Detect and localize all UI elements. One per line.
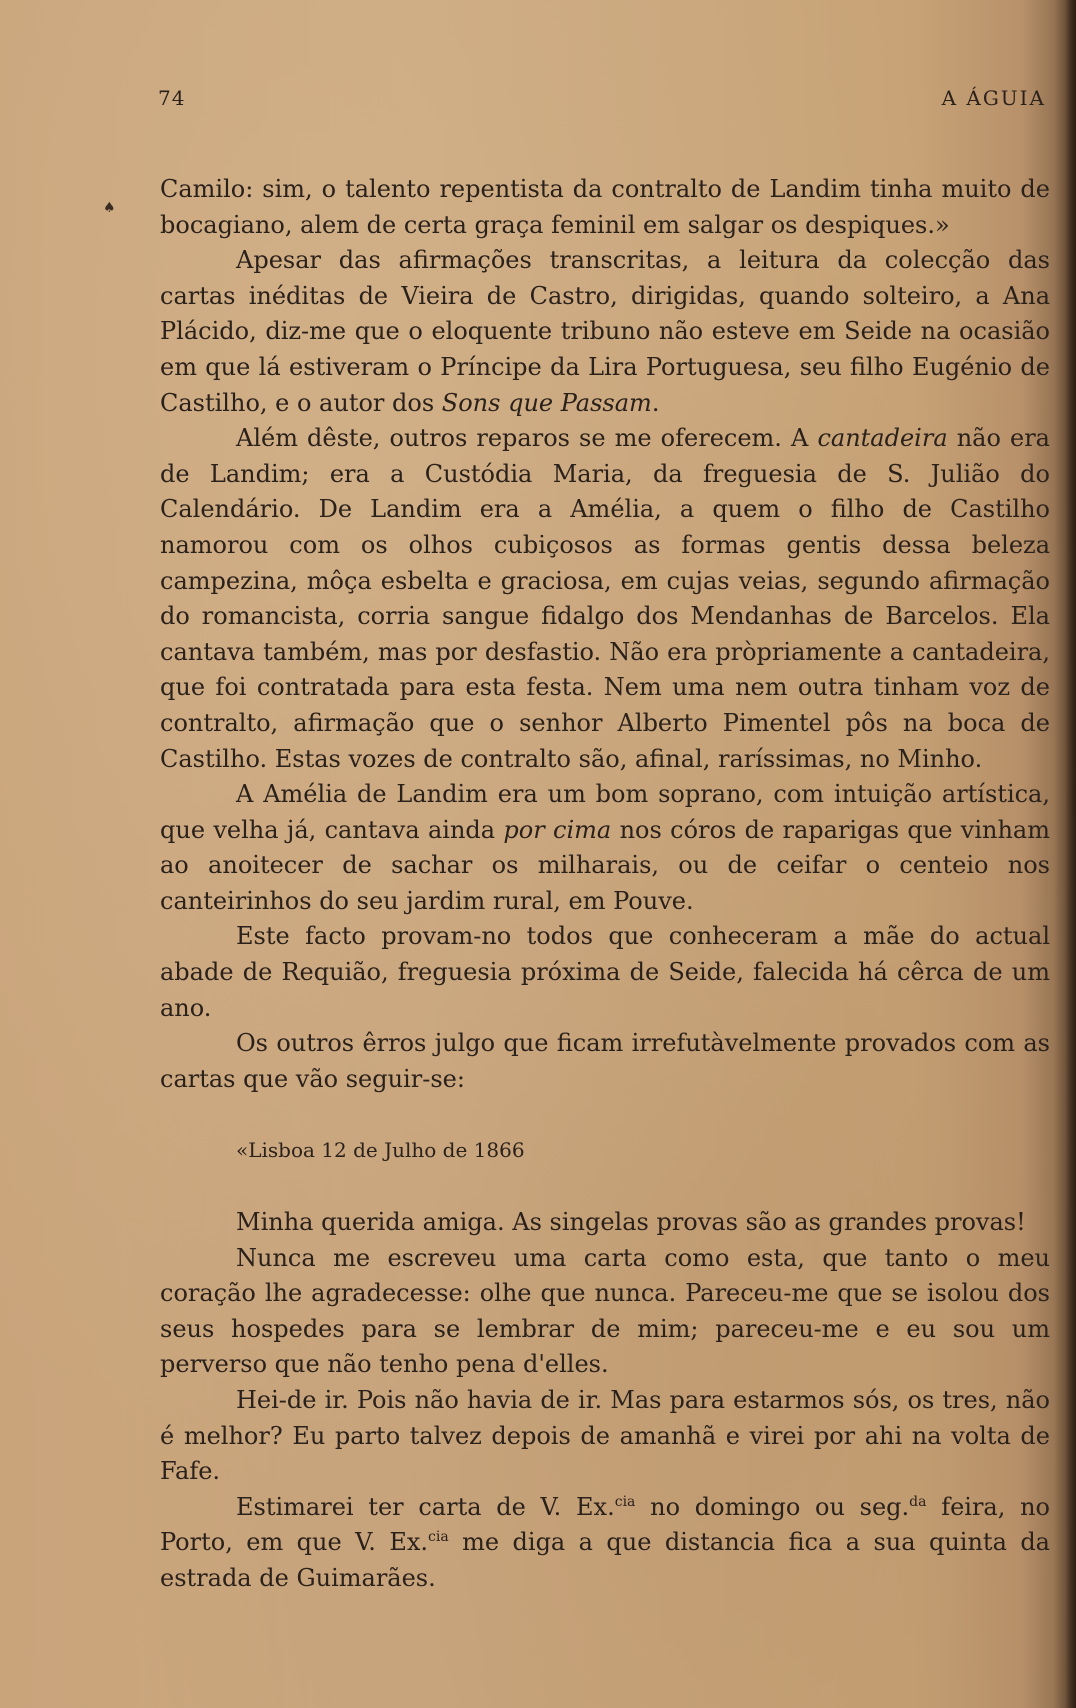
letter-paragraph: Hei-de ir. Pois não havia de ir. Mas para estarmos sós, os tres, não é melhor? Eu parto talvez depois de amanhã e virei por ahi na volta de Fafe. [160, 1386, 1050, 1486]
book-title: Sons que Passam [441, 388, 652, 417]
page-edge-shadow [1054, 0, 1076, 1708]
page-header [158, 86, 1046, 118]
emphasis: cantadeira [817, 424, 948, 453]
emphasis: por cima [503, 815, 612, 844]
paragraph: Os outros êrros julgo que ficam irrefutàvelmente provados com as cartas que vão seguir-se: [160, 1029, 1050, 1093]
letter-paragraph: Estimarei ter carta de V. Ex.$^{cia}$ no domingo ou seg.$^{da}$ feira, no Porto, em que V. Ex.$^{cia}$ me diga a que distancia fica a sua quinta da estrada de Guimarães. [160, 1492, 1051, 1592]
paragraph: Camilo: sim, o talento repentista da contralto de Landim tinha muito de bocagiano, alem de certa graça feminil em salgar os despiques.» [160, 175, 1050, 239]
margin-mark-icon: ♠ [103, 200, 116, 216]
letter-paragraph: Nunca me escreveu uma carta como esta, que tanto o meu coração lhe agradecesse: olhe que nunca. Pareceu-me que se isolou dos seus hospedes para se lembrar de mim; pareceu-me e eu sou um perverso que não tenho pena d'elles. [160, 1243, 1050, 1379]
letter-dateline: «Lisboa 12 de Julho de 1866 [236, 1138, 525, 1163]
running-head: A ÁGUIA [941, 86, 1046, 110]
page-number: 74 [158, 86, 186, 110]
paragraph: Este facto provam-no todos que conheceram a mãe do actual abade de Requião, freguesia próxima de Seide, falecida há cêrca de um ano. [160, 922, 1050, 1022]
paragraph: A Amélia de Landim era um bom soprano, com intuição artística, que velha já, cantava ainda por cima nos córos de raparigas que vinham ao anoitecer de sachar os milharais, ou de ceifar o centeio nos canteirinhos do seu jardim rural, em Pouve. [160, 780, 1050, 915]
page-body [160, 172, 1050, 1597]
letter-paragraph: Minha querida amiga. As singelas provas são as grandes provas! [236, 1208, 1026, 1237]
paragraph: Apesar das afirmações transcritas, a leitura da colecção das cartas inéditas de Vieira de Castro, dirigidas, quando solteiro, a Ana Plácido, diz-me que o eloquente tribuno não esteve em Seide na ocasião em que lá estiveram o Príncipe da Lira Portuguesa, seu filho Eugénio de Castilho, e o autor dos Sons que Passam. [160, 246, 1050, 417]
paragraph: Além dêste, outros reparos se me oferecem. A cantadeira não era de Landim; era a Custódia Maria, da freguesia de S. Julião do Calendário. De Landim era a Amélia, a quem o filho de Castilho namorou com os olhos cubiçosos as formas gentis dessa beleza campezina, môça esbelta e graciosa, em cujas veias, segundo afirmação do romancista, corria sangue fidalgo dos Mendanhas de Barcelos. Ela cantava também, mas por desfastio. Não era pròpriamente a cantadeira, que foi contratada para esta festa. Nem uma nem outra tinham voz de contralto, afirmação que o senhor Alberto Pimentel pôs na boca de Castilho. Estas vozes de contralto são, afinal, raríssimas, no Minho. [160, 424, 1050, 773]
